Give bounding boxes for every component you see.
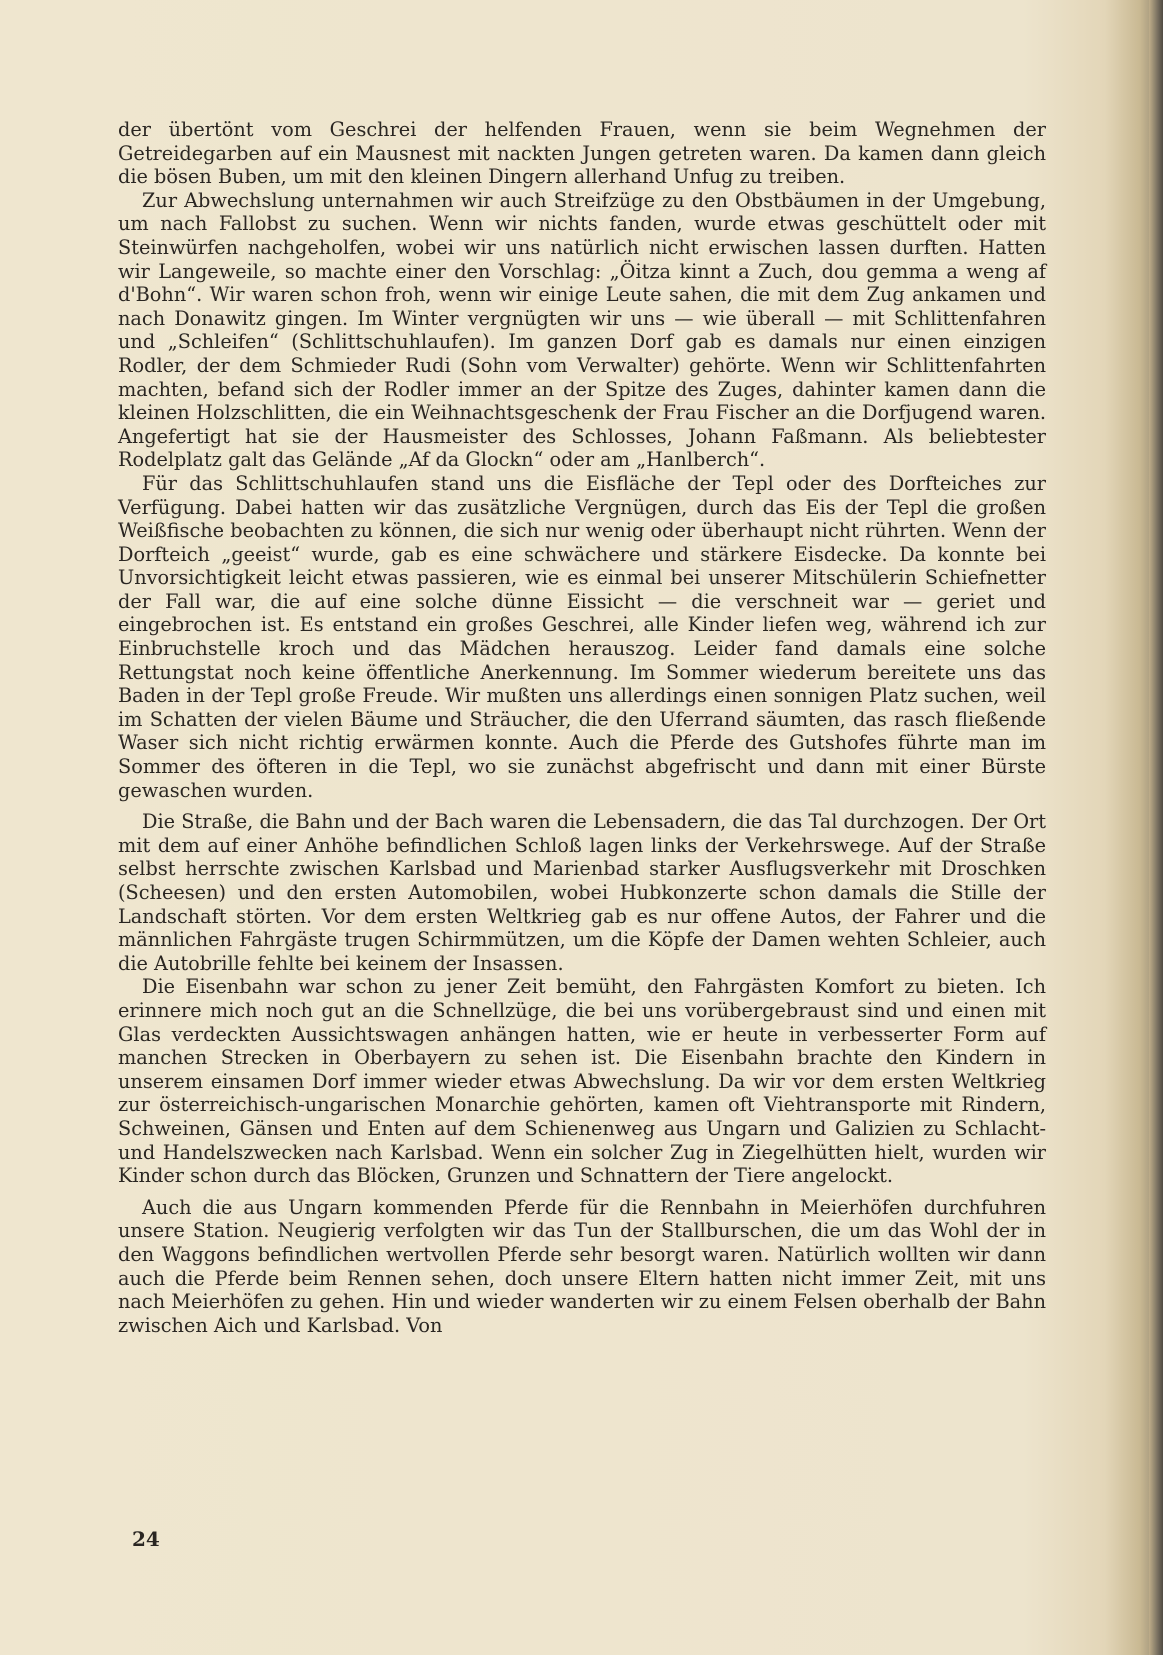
page-number: 24 [132,1527,160,1551]
paragraph-3: Für das Schlittschuhlaufen stand uns die Eisfläche der Tepl oder des Dorfteiches zur Verfügung. Dabei hatten wir das zusätzliche Vergnügen, durch das Eis der Tepl die großen Weißfische beobachten zu können, die sich nur wenig oder überhaupt nicht rührten. Wenn der Dorfteich „geeist“ wurde, gab es eine schwächere und stärkere Eisdecke. Da konnte bei Unvorsichtigkeit leicht etwas passieren, wie es einmal bei unserer Mitschülerin Schiefnetter der Fall war, die auf eine solche dünne Eissicht — die verschneit war — geriet und eingebrochen ist. Es entstand ein großes Geschrei, alle Kinder liefen weg, während ich zur Einbruchstelle kroch und das Mädchen herauszog. Leider fand damals eine solche Rettungstat noch keine öffentliche Anerkennung. Im Sommer wiederum bereitete uns das Baden in der Tepl große Freude. Wir mußten uns allerdings einen sonnigen Platz suchen, weil im Schatten der vielen Bäume und Sträucher, die den Uferrand säumten, das rasch fließende Waser sich nicht richtig erwärmen konnte. Auch die Pferde des Gutshofes führte man im Sommer des öfteren in die Tepl, wo sie zunächst abgefrischt und dann mit einer Bürste gewaschen wurden. [118,471,1046,802]
paragraph-6: Auch die aus Ungarn kommenden Pferde für die Rennbahn in Meierhöfen durchfuhren unsere Station. Neugierig verfolgten wir das Tun der Stallburschen, die um das Wohl der in den Waggons befindlichen wertvollen Pferde sehr besorgt waren. Natürlich wollten wir dann auch die Pferde beim Rennen sehen, doch unsere Eltern hatten nicht immer Zeit, mit uns nach Meierhöfen zu gehen. Hin und wieder wanderten wir zu einem Felsen oberhalb der Bahn zwischen Aich und Karlsbad. Von [118,1195,1046,1337]
paragraph-2: Zur Abwechslung unternahmen wir auch Streifzüge zu den Obstbäumen in der Umgebung, um nach Fallobst zu suchen. Wenn wir nichts fanden, wurde etwas geschüttelt oder mit Steinwürfen nachgeholfen, wobei wir uns natürlich nicht erwischen lassen durften. Hatten wir Langeweile, so machte einer den Vorschlag: „Öitza kinnt a Zuch, dou gemma a weng af d'Bohn“. Wir waren schon froh, wenn wir einige Leute sahen, die mit dem Zug ankamen und nach Donawitz gingen. Im Winter vergnügten wir uns — wie überall — mit Schlittenfahren und „Schleifen“ (Schlittschuhlaufen). Im ganzen Dorf gab es damals nur einen einzigen Rodler, der dem Schmieder Rudi (Sohn vom Verwalter) gehörte. Wenn wir Schlittenfahrten machten, befand sich der Rodler immer an der Spitze des Zuges, dahinter kamen dann die kleinen Holzschlitten, die ein Weihnachtsgeschenk der Frau Fischer an die Dorfjugend waren. Angefertigt hat sie der Hausmeister des Schlosses, Johann Faßmann. Als beliebtester Rodelplatz galt das Gelände „Af da Glockn“ oder am „Hanlberch“. [118,188,1046,472]
paragraph-5: Die Eisenbahn war schon zu jener Zeit bemüht, den Fahrgästen Komfort zu bieten. Ich erinnere mich noch gut an die Schnellzüge, die bei uns vorübergebraust sind und einen mit Glas verdeckten Aussichtswagen anhängen hatten, wie er heute in verbesserter Form auf manchen Strecken in Oberbayern zu sehen ist. Die Eisenbahn brachte den Kindern in unserem einsamen Dorf immer wieder etwas Abwechslung. Da wir vor dem ersten Weltkrieg zur österreichisch-ungarischen Monarchie gehörten, kamen oft Viehtransporte mit Rindern, Schweinen, Gänsen und Enten auf dem Schienenweg aus Ungarn und Galizien zu Schlacht- und Handelszwecken nach Karlsbad. Wenn ein solcher Zug in Ziegelhütten hielt, wurden wir Kinder schon durch das Blöcken, Grunzen und Schnattern der Tiere angelockt. [118,975,1046,1188]
body-text [118,118,1046,1337]
book-spine [1149,0,1163,1655]
paragraph-1: der übertönt vom Geschrei der helfenden Frauen, wenn sie beim Wegnehmen der Getreidegarben auf ein Mausnest mit nackten Jungen getreten waren. Da kamen dann gleich die bösen Buben, um mit den kleinen Dingern allerhand Unfug zu treiben. [118,118,1046,189]
paragraph-4: Die Straße, die Bahn und der Bach waren die Lebensadern, die das Tal durchzogen. Der Ort mit dem auf einer Anhöhe befindlichen Schloß lagen links der Verkehrswege. Auf der Straße selbst herrschte zwischen Karlsbad und Marienbad starker Ausflugsverkehr mit Droschken (Scheesen) und den ersten Automobilen, wobei Hubkonzerte schon damals die Stille der Landschaft störten. Vor dem ersten Weltkrieg gab es nur offene Autos, der Fahrer und die männlichen Fahrgäste trugen Schirmmützen, um die Köpfe der Damen wehten Schleier, auch die Autobrille fehlte bei keinem der Insassen. [118,810,1046,975]
